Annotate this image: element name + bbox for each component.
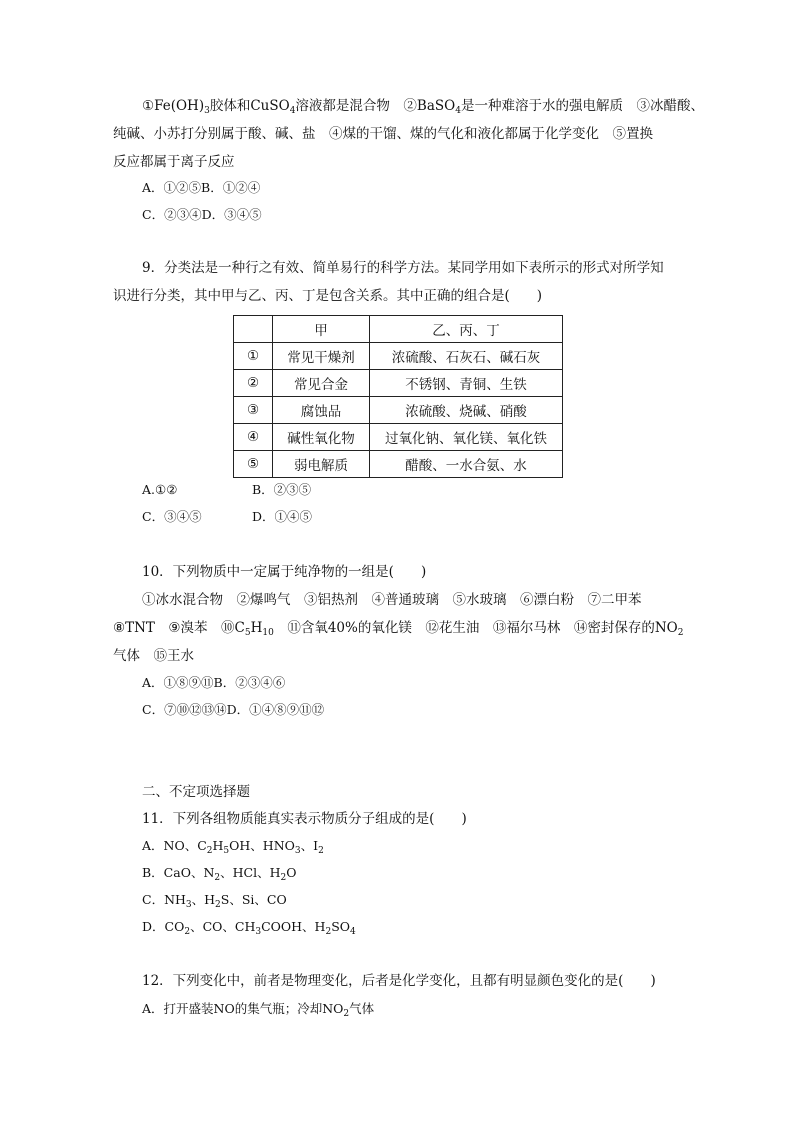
q8-statement-line-3: 反应都属于离子反应 xyxy=(113,154,235,170)
table-cell: 腐蚀品 xyxy=(273,397,370,424)
q10-items-line-2: ⑧TNT ⑨溴苯 $⑩C_5H_{10}$ ⑪含氧40%的氧化镁 ⑫花生油 ⑬福尔马林 ⑭密封保存的$NO_2$ xyxy=(113,620,684,638)
table-cell: 醋酸、一水合氨、水 xyxy=(370,451,563,478)
table-cell: 过氧化钠、氧化镁、氧化铁 xyxy=(370,424,563,451)
q11-option-c: C．$NH_3$、$H_2S$、Si、CO xyxy=(142,892,287,910)
table-cell: 常见干燥剂 xyxy=(273,343,370,370)
q11-stem: 11．下列各组物质能真实表示物质分子组成的是( ) xyxy=(142,811,467,827)
table-cell: ① xyxy=(234,343,273,370)
table-cell: 浓硫酸、烧碱、硝酸 xyxy=(370,397,563,424)
q9-classification-table xyxy=(233,315,563,478)
table-cell: 常见合金 xyxy=(273,370,370,397)
table-header-cell: 甲 xyxy=(273,316,370,343)
q12-option-a: A．打开盛装NO的集气瓶；冷却$NO_2$气体 xyxy=(142,1001,375,1019)
q9-stem-line-2: 识进行分类，其中甲与乙、丙、丁是包含关系。其中正确的组合是( ) xyxy=(113,288,543,304)
table-cell: ③ xyxy=(234,397,273,424)
table-row xyxy=(234,451,563,478)
table-row xyxy=(234,343,563,370)
q10-items-line-3: 气体 ⑮王水 xyxy=(113,648,194,664)
q9-option-b: B．②③⑤ xyxy=(252,482,312,497)
q12-stem: 12．下列变化中，前者是物理变化，后者是化学变化，且都有明显颜色变化的是( ) xyxy=(142,973,656,989)
q8-options-ab: A．①②⑤B．①②④ xyxy=(142,180,261,195)
q9-stem-line-1: 9．分类法是一种行之有效、简单易行的科学方法。某同学用如下表所示的形式对所学知 xyxy=(142,260,664,276)
q10-options-ab: A．①⑧⑨⑪B．②③④⑥ xyxy=(142,675,286,690)
table-cell: 不锈钢、青铜、生铁 xyxy=(370,370,563,397)
table-row xyxy=(234,424,563,451)
q11-option-d: D．$CO_2$、CO、$CH_3COOH$、$H_2SO_4$ xyxy=(142,919,356,937)
table-row xyxy=(234,397,563,424)
q9-option-a: A.①② xyxy=(142,482,178,497)
table-row xyxy=(234,370,563,397)
q10-options-cd: C．⑦⑩⑫⑬⑭D．①④⑧⑨⑪⑫ xyxy=(142,702,325,717)
q9-option-d: D．①④⑤ xyxy=(252,509,313,524)
q10-stem: 10．下列物质中一定属于纯净物的一组是( ) xyxy=(142,564,427,580)
table-header-cell: 乙、丙、丁 xyxy=(370,316,563,343)
q11-option-b: B．CaO、$N_2$、HCl、$H_2O$ xyxy=(142,865,297,883)
table-cell: ④ xyxy=(234,424,273,451)
table-header-row xyxy=(234,316,563,343)
table-cell: 弱电解质 xyxy=(273,451,370,478)
table-cell: ② xyxy=(234,370,273,397)
q8-options-cd: C．②③④D．③④⑤ xyxy=(142,207,262,222)
q8-statement-line-1: $①Fe(OH)_3$胶体和CuSO$_4$溶液都是混合物 ②BaSO$_4$是一种难溶于水的强电解质 ③冰醋酸、 xyxy=(142,98,704,116)
table-cell: 碱性氧化物 xyxy=(273,424,370,451)
q10-items-line-1: ①冰水混合物 ②爆鸣气 ③铝热剂 ④普通玻璃 ⑤水玻璃 ⑥漂白粉 ⑦二甲苯 xyxy=(142,592,642,608)
q9-option-c: C．③④⑤ xyxy=(142,509,202,524)
table-cell: 浓硫酸、石灰石、碱石灰 xyxy=(370,343,563,370)
q11-option-a: A．NO、$C_2H_5OH$、$HNO_3$、$I_2$ xyxy=(142,838,324,856)
section-heading: 二、不定项选择题 xyxy=(142,784,250,800)
q8-statement-line-2: 纯碱、小苏打分别属于酸、碱、盐 ④煤的干馏、煤的气化和液化都属于化学变化 ⑤置换 xyxy=(113,126,653,142)
table-header-cell xyxy=(234,316,273,343)
table-cell: ⑤ xyxy=(234,451,273,478)
